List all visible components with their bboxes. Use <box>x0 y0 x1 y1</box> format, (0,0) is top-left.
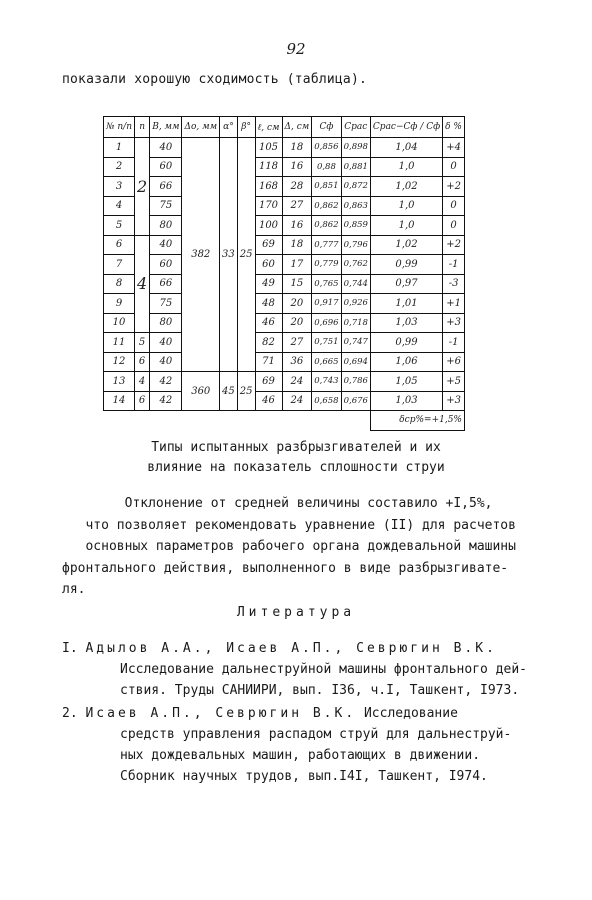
cell-delta: 16 <box>282 157 312 177</box>
conclusion-paragraph <box>62 493 542 601</box>
cell-delta: 18 <box>282 235 312 255</box>
cell-ratio: 1,03 <box>370 391 442 411</box>
cell-l: 118 <box>255 157 282 177</box>
cell-no: 1 <box>104 138 135 158</box>
header-alpha: α° <box>220 117 238 138</box>
cell-ratio: 0,99 <box>370 255 442 275</box>
cell-pct: +2 <box>443 177 465 197</box>
table-row <box>104 333 465 353</box>
paragraph-line: что позволяет рекомендовать уравнение (II) для расчетов <box>62 517 516 533</box>
cell-crac: 0,718 <box>341 313 370 333</box>
cell-pct: 0 <box>443 196 465 216</box>
summary-value: δср%=+1,5% <box>370 411 464 431</box>
reference-line: ствия. Труды САНИИРИ, вып. I36, ч.I, Ташкент, I973. <box>120 683 520 698</box>
cell-alpha: 33 <box>220 138 238 372</box>
cell-beta: 25 <box>237 138 255 372</box>
cell-no: 5 <box>104 216 135 236</box>
cell-pct: +3 <box>443 313 465 333</box>
cell-cf: 0,777 <box>312 235 341 255</box>
paragraph-line: основных параметров рабочего органа дождевальной машины <box>62 539 516 554</box>
cell-cf: 0,851 <box>312 177 341 197</box>
header-no: № п/п <box>104 117 135 138</box>
cell-cf: 0,88 <box>312 157 341 177</box>
cell-pct: -1 <box>443 255 465 275</box>
cell-n: 6 <box>135 391 150 411</box>
cell-l: 48 <box>255 294 282 314</box>
cell-ratio: 1,0 <box>370 157 442 177</box>
cell-pct: +4 <box>443 138 465 158</box>
reference-line: Исследование дальнеструйной машины фронтального дей- <box>120 662 527 677</box>
cell-b: 40 <box>150 235 182 255</box>
cell-delta: 27 <box>282 196 312 216</box>
table-row <box>104 313 465 333</box>
cell-crac: 0,694 <box>341 352 370 372</box>
cell-n: 4 <box>135 372 150 392</box>
cell-cf: 0,743 <box>312 372 341 392</box>
cell-ratio: 1,02 <box>370 235 442 255</box>
cell-pct: 0 <box>443 157 465 177</box>
cell-l: 46 <box>255 313 282 333</box>
table-row <box>104 196 465 216</box>
cell-cf: 0,696 <box>312 313 341 333</box>
cell-b: 80 <box>150 313 182 333</box>
intro-text: показали хорошую сходимость (таблица). <box>62 72 368 87</box>
reference-2 <box>62 703 552 787</box>
cell-d0: 360 <box>182 372 220 411</box>
table-row <box>104 157 465 177</box>
cell-delta: 20 <box>282 313 312 333</box>
cell-b: 40 <box>150 352 182 372</box>
table-row <box>104 391 465 411</box>
cell-cf: 0,658 <box>312 391 341 411</box>
cell-crac: 0,747 <box>341 333 370 353</box>
header-d0: Δо, мм <box>182 117 220 138</box>
cell-cf: 0,665 <box>312 352 341 372</box>
cell-l: 69 <box>255 235 282 255</box>
cell-cf: 0,751 <box>312 333 341 353</box>
cell-cf: 0,856 <box>312 138 341 158</box>
cell-ratio: 0,97 <box>370 274 442 294</box>
paragraph-line: фронтального действия, выполненного в виде разбрызгивате- <box>62 560 509 576</box>
cell-cf: 0,765 <box>312 274 341 294</box>
cell-b: 66 <box>150 177 182 197</box>
cell-l: 69 <box>255 372 282 392</box>
header-crac: Cрас <box>341 117 370 138</box>
cell-no: 10 <box>104 313 135 333</box>
cell-delta: 24 <box>282 372 312 392</box>
table-row <box>104 352 465 372</box>
header-pct: δ % <box>443 117 465 138</box>
table-row <box>104 138 465 158</box>
cell-l: 49 <box>255 274 282 294</box>
cell-pct: +5 <box>443 372 465 392</box>
cell-l: 71 <box>255 352 282 372</box>
cell-pct: +6 <box>443 352 465 372</box>
cell-ratio: 1,01 <box>370 294 442 314</box>
cell-no: 8 <box>104 274 135 294</box>
cell-no: 4 <box>104 196 135 216</box>
results-table <box>103 116 465 431</box>
cell-b: 40 <box>150 333 182 353</box>
table-row <box>104 216 465 236</box>
cell-ratio: 1,0 <box>370 196 442 216</box>
cell-crac: 0,859 <box>341 216 370 236</box>
reference-line: средств управления распадом струй для дальнеструй- <box>120 727 512 742</box>
reference-line: ных дождевальных машин, работающих в движении. <box>120 748 481 763</box>
cell-l: 82 <box>255 333 282 353</box>
cell-n: 2 <box>135 138 150 236</box>
cell-l: 105 <box>255 138 282 158</box>
cell-delta: 20 <box>282 294 312 314</box>
cell-no: 12 <box>104 352 135 372</box>
table-row <box>104 294 465 314</box>
cell-pct: +1 <box>443 294 465 314</box>
cell-b: 60 <box>150 255 182 275</box>
cell-pct: +3 <box>443 391 465 411</box>
cell-pct: 0 <box>443 216 465 236</box>
cell-l: 60 <box>255 255 282 275</box>
cell-pct: -1 <box>443 333 465 353</box>
cell-crac: 0,881 <box>341 157 370 177</box>
cell-b: 66 <box>150 274 182 294</box>
cell-no: 7 <box>104 255 135 275</box>
header-beta: β° <box>237 117 255 138</box>
cell-delta: 24 <box>282 391 312 411</box>
cell-d0: 382 <box>182 138 220 372</box>
header-l: ℓ, см <box>255 117 282 138</box>
cell-alpha: 45 <box>220 372 238 411</box>
cell-no: 6 <box>104 235 135 255</box>
cell-ratio: 1,02 <box>370 177 442 197</box>
table-row <box>104 274 465 294</box>
cell-n: 6 <box>135 352 150 372</box>
cell-crac: 0,863 <box>341 196 370 216</box>
cell-delta: 18 <box>282 138 312 158</box>
cell-crac: 0,796 <box>341 235 370 255</box>
caption-line: Типы испытанных разбрызгивателей и их <box>151 440 441 455</box>
table-row <box>104 255 465 275</box>
cell-crac: 0,898 <box>341 138 370 158</box>
cell-ratio: 0,99 <box>370 333 442 353</box>
reference-authors: Адылов А.А., Исаев А.П., Севрюгин В.К. <box>85 641 497 656</box>
cell-no: 9 <box>104 294 135 314</box>
cell-delta: 28 <box>282 177 312 197</box>
cell-cf: 0,862 <box>312 216 341 236</box>
cell-ratio: 1,06 <box>370 352 442 372</box>
cell-l: 168 <box>255 177 282 197</box>
table-row <box>104 177 465 197</box>
cell-cf: 0,779 <box>312 255 341 275</box>
cell-l: 170 <box>255 196 282 216</box>
cell-l: 100 <box>255 216 282 236</box>
header-ratio: Cрас−Cф / Cф <box>370 117 442 138</box>
reference-first-tail: Исследование <box>363 706 458 721</box>
cell-ratio: 1,05 <box>370 372 442 392</box>
table-caption <box>0 438 592 478</box>
reference-number: 2. <box>62 706 78 721</box>
cell-b: 42 <box>150 391 182 411</box>
cell-delta: 27 <box>282 333 312 353</box>
cell-ratio: 1,04 <box>370 138 442 158</box>
cell-ratio: 1,03 <box>370 313 442 333</box>
reference-authors: Исаев А.П., Севрюгин В.К. <box>85 706 357 721</box>
summary-spacer <box>104 411 371 431</box>
header-b: B, мм <box>150 117 182 138</box>
caption-line: влияние на показатель сплошности струи <box>147 460 445 475</box>
cell-b: 40 <box>150 138 182 158</box>
cell-n: 4 <box>135 235 150 333</box>
cell-ratio: 1,0 <box>370 216 442 236</box>
cell-delta: 36 <box>282 352 312 372</box>
paragraph-line: Отклонение от средней величины составило +I,5%, <box>62 496 493 511</box>
cell-no: 11 <box>104 333 135 353</box>
cell-b: 75 <box>150 196 182 216</box>
cell-no: 13 <box>104 372 135 392</box>
cell-b: 60 <box>150 157 182 177</box>
cell-no: 2 <box>104 157 135 177</box>
table-row <box>104 235 465 255</box>
cell-l: 46 <box>255 391 282 411</box>
cell-pct: -3 <box>443 274 465 294</box>
cell-crac: 0,926 <box>341 294 370 314</box>
cell-crac: 0,762 <box>341 255 370 275</box>
cell-b: 80 <box>150 216 182 236</box>
cell-cf: 0,917 <box>312 294 341 314</box>
literature-heading: Литература <box>236 605 356 620</box>
reference-number: I. <box>62 641 78 656</box>
cell-b: 75 <box>150 294 182 314</box>
table-row <box>104 372 465 392</box>
header-n: n <box>135 117 150 138</box>
cell-delta: 17 <box>282 255 312 275</box>
cell-crac: 0,872 <box>341 177 370 197</box>
cell-beta: 25 <box>237 372 255 411</box>
header-cf: Cф <box>312 117 341 138</box>
cell-no: 14 <box>104 391 135 411</box>
reference-line: Сборник научных трудов, вып.I4I, Ташкент, I974. <box>120 769 488 784</box>
cell-no: 3 <box>104 177 135 197</box>
paragraph-line: ля. <box>62 582 86 597</box>
cell-b: 42 <box>150 372 182 392</box>
table-summary-row <box>104 411 465 431</box>
page-number: 92 <box>286 40 306 58</box>
cell-delta: 15 <box>282 274 312 294</box>
reference-first-line <box>62 638 552 659</box>
reference-first-line <box>62 703 552 724</box>
header-delta: Δ, см <box>282 117 312 138</box>
cell-pct: +2 <box>443 235 465 255</box>
cell-n: 5 <box>135 333 150 353</box>
cell-delta: 16 <box>282 216 312 236</box>
cell-crac: 0,786 <box>341 372 370 392</box>
cell-cf: 0,862 <box>312 196 341 216</box>
table-header-row <box>104 117 465 138</box>
cell-crac: 0,676 <box>341 391 370 411</box>
reference-1 <box>62 638 552 701</box>
cell-crac: 0,744 <box>341 274 370 294</box>
